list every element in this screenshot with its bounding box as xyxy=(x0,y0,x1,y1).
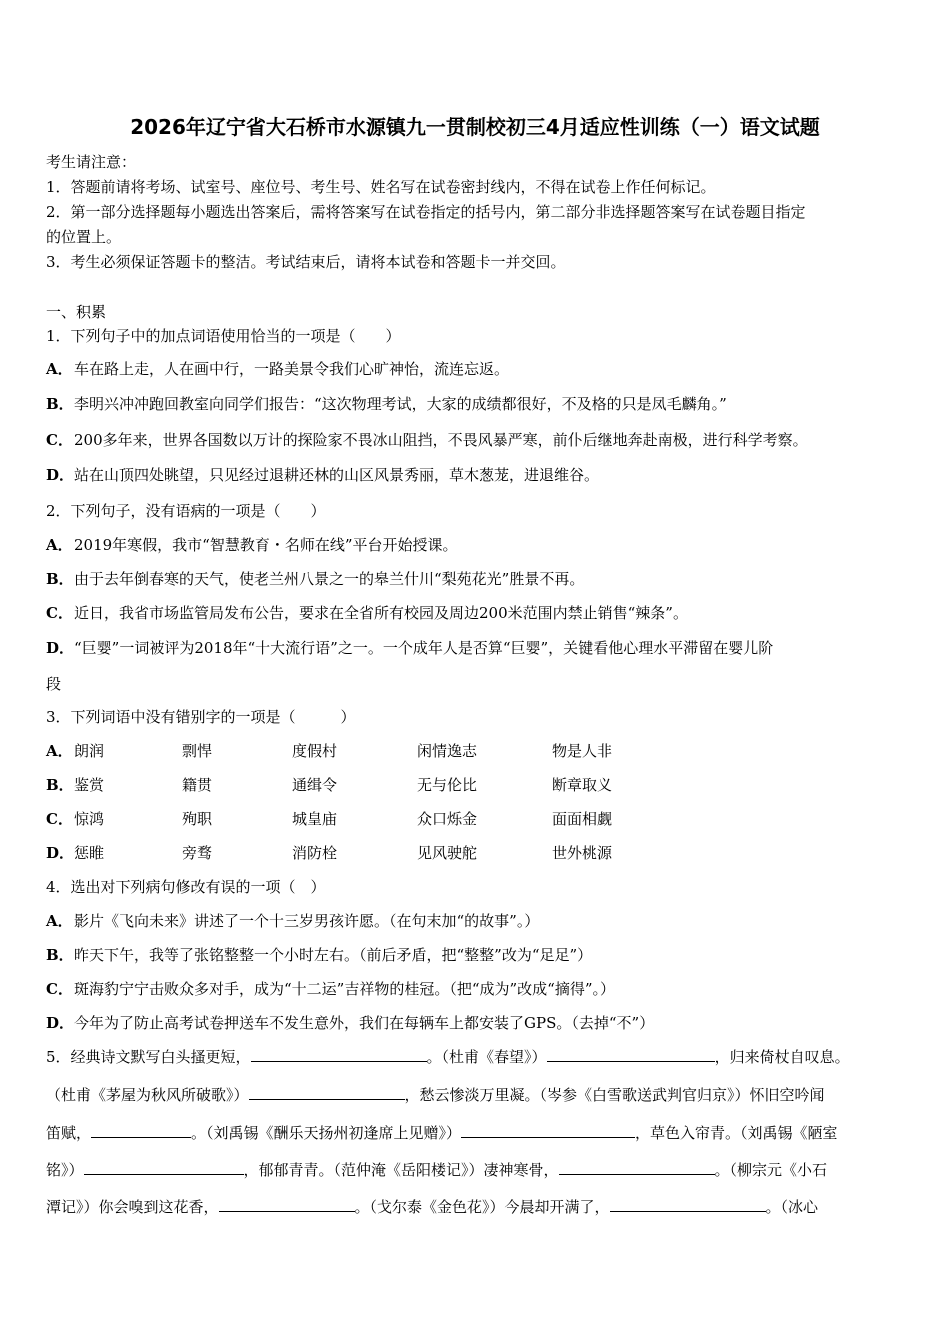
word: 世外桃源 xyxy=(552,844,613,862)
option-label: C． xyxy=(46,980,73,998)
word: 通缉令 xyxy=(292,776,338,794)
answer-blank[interactable] xyxy=(461,1123,635,1138)
option-text: 斑海豹宁宁击败众多对手，成为“十二运”吉祥物的桂冠。（把“成为”改成“摘得”。） xyxy=(74,980,616,998)
option-label: B． xyxy=(46,776,74,794)
word: 众口烁金 xyxy=(417,810,478,828)
answer-blank[interactable] xyxy=(559,1160,715,1175)
answer-blank[interactable] xyxy=(610,1197,766,1212)
question-4-stem: 4．选出对下列病句修改有误的一项（ ） xyxy=(46,878,326,896)
page-title: 2026年辽宁省大石桥市水源镇九一贯制校初三4月适应性训练（一）语文试题 xyxy=(130,115,820,139)
word: 闲情逸志 xyxy=(417,742,478,760)
option-text: 今年为了防止高考试卷押送车不发生意外，我们在每辆车上都安装了GPS。（去掉“不”） xyxy=(74,1014,655,1032)
text: 。（杜甫《春望》） xyxy=(426,1048,547,1066)
question-2-option-d-continuation: 段 xyxy=(46,675,62,693)
question-5-line xyxy=(46,1085,825,1105)
text: ，归来倚杖自叹息。 xyxy=(714,1048,850,1066)
word: 惩睢 xyxy=(74,844,105,862)
answer-blank[interactable] xyxy=(84,1160,244,1175)
word: 旁骛 xyxy=(182,844,213,862)
notice-heading: 考生请注意： xyxy=(46,153,137,171)
text: 。（戈尔泰《金色花》）今晨却开满了， xyxy=(354,1198,610,1216)
question-3-stem: 3．下列词语中没有错别字的一项是（ ） xyxy=(46,708,356,726)
question-1-stem: 1．下列句子中的加点词语使用恰当的一项是（ ） xyxy=(46,327,401,345)
option-label: A． xyxy=(46,536,73,554)
question-2-stem: 2．下列句子，没有语病的一项是（ ） xyxy=(46,502,326,520)
option-label: D． xyxy=(46,844,75,862)
option-text: 2019年寒假，我市“智慧教育・名师在线”平台开始授课。 xyxy=(74,536,458,554)
question-5-line xyxy=(46,1123,838,1143)
text: 铭》） xyxy=(46,1161,84,1179)
option-label: C． xyxy=(46,810,73,828)
answer-blank[interactable] xyxy=(219,1197,355,1212)
option-label: B． xyxy=(46,570,74,588)
word: 断章取义 xyxy=(552,776,613,794)
option-label: C． xyxy=(46,604,73,622)
question-5-line xyxy=(46,1160,827,1180)
answer-blank[interactable] xyxy=(249,1085,405,1100)
question-5-line xyxy=(46,1047,850,1067)
word: 殉职 xyxy=(182,810,213,828)
answer-blank[interactable] xyxy=(91,1123,191,1138)
notice-item: 的位置上。 xyxy=(46,228,122,246)
option-text: 由于去年倒春寒的天气，使老兰州八景之一的皋兰什川“梨苑花光”胜景不再。 xyxy=(74,570,585,588)
option-text: 车在路上走，人在画中行，一路美景令我们心旷神怡，流连忘返。 xyxy=(74,360,510,378)
word: 见风驶舵 xyxy=(417,844,478,862)
text: ，郁郁青青。（范仲淹《岳阳楼记》）凄神寒骨， xyxy=(243,1161,559,1179)
notice-item: 2．第一部分选择题每小题选出答案后，需将答案写在试卷指定的括号内，第二部分非选择题答案写在试卷题目指定 xyxy=(46,203,806,221)
option-text: 站在山顶四处眺望，只见经过退耕还林的山区风景秀丽，草木葱茏，进退维谷。 xyxy=(74,466,600,484)
section-heading: 一、积累 xyxy=(46,303,107,321)
option-label: A． xyxy=(46,742,73,760)
option-text: 李明兴冲冲跑回教室向同学们报告：“这次物理考试，大家的成绩都很好，不及格的只是凤毛麟角。” xyxy=(74,395,727,413)
word: 物是人非 xyxy=(552,742,613,760)
word: 无与伦比 xyxy=(417,776,478,794)
word: 朗润 xyxy=(74,742,105,760)
text: 。（冰心 xyxy=(765,1198,819,1216)
text: 潭记》）你会嗅到这花香， xyxy=(46,1198,219,1216)
text: 。（柳宗元《小石 xyxy=(714,1161,828,1179)
option-label: B． xyxy=(46,946,74,964)
option-label: D． xyxy=(46,1014,75,1032)
question-5-line xyxy=(46,1197,818,1217)
option-label: D． xyxy=(46,466,75,484)
notice-item: 3．考生必须保证答题卡的整洁。考试结束后，请将本试卷和答题卡一并交回。 xyxy=(46,253,566,271)
word: 度假村 xyxy=(292,742,338,760)
word: 面面相觑 xyxy=(552,810,613,828)
option-text: “巨婴”一词被评为2018年“十大流行语”之一。一个成年人是否算“巨婴”，关键看他心理水平滞留在婴儿阶 xyxy=(74,639,774,657)
word: 籍贯 xyxy=(182,776,213,794)
word: 城皇庙 xyxy=(292,810,338,828)
option-text: 影片《飞向未来》讲述了一个十三岁男孩许愿。（在句末加“的故事”。） xyxy=(74,912,540,930)
option-text: 200多年来，世界各国数以万计的探险家不畏冰山阻挡，不畏风暴严寒，前仆后继地奔赴南极，进行科学考察。 xyxy=(74,431,808,449)
text: 。（刘禹锡《酬乐天扬州初逢席上见赠》） xyxy=(191,1124,462,1142)
text: 5．经典诗文默写白头搔更短， xyxy=(46,1048,251,1066)
option-label: A． xyxy=(46,360,73,378)
option-label: C． xyxy=(46,431,73,449)
text: （杜甫《茅屋为秋风所破歌》） xyxy=(46,1086,249,1104)
word: 剽悍 xyxy=(182,742,213,760)
option-label: D． xyxy=(46,639,75,657)
text: 笛赋， xyxy=(46,1124,92,1142)
word: 惊鸿 xyxy=(74,810,105,828)
text: ，愁云惨淡万里凝。（岑参《白雪歌送武判官归京》）怀旧空吟闻 xyxy=(404,1086,825,1104)
option-text: 近日，我省市场监管局发布公告，要求在全省所有校园及周边200米范围内禁止销售“辣条”。 xyxy=(74,604,688,622)
option-label: A． xyxy=(46,912,73,930)
answer-blank[interactable] xyxy=(547,1047,715,1062)
word: 消防栓 xyxy=(292,844,338,862)
text: ，草色入帘青。（刘禹锡《陋室 xyxy=(635,1124,838,1142)
word: 鉴赏 xyxy=(74,776,105,794)
option-text: 昨天下午，我等了张铭整整一个小时左右。（前后矛盾，把“整整”改为“足足”） xyxy=(74,946,593,964)
option-label: B． xyxy=(46,395,74,413)
notice-item: 1．答题前请将考场、试室号、座位号、考生号、姓名写在试卷密封线内，不得在试卷上作任何标记。 xyxy=(46,178,716,196)
answer-blank[interactable] xyxy=(251,1047,427,1062)
